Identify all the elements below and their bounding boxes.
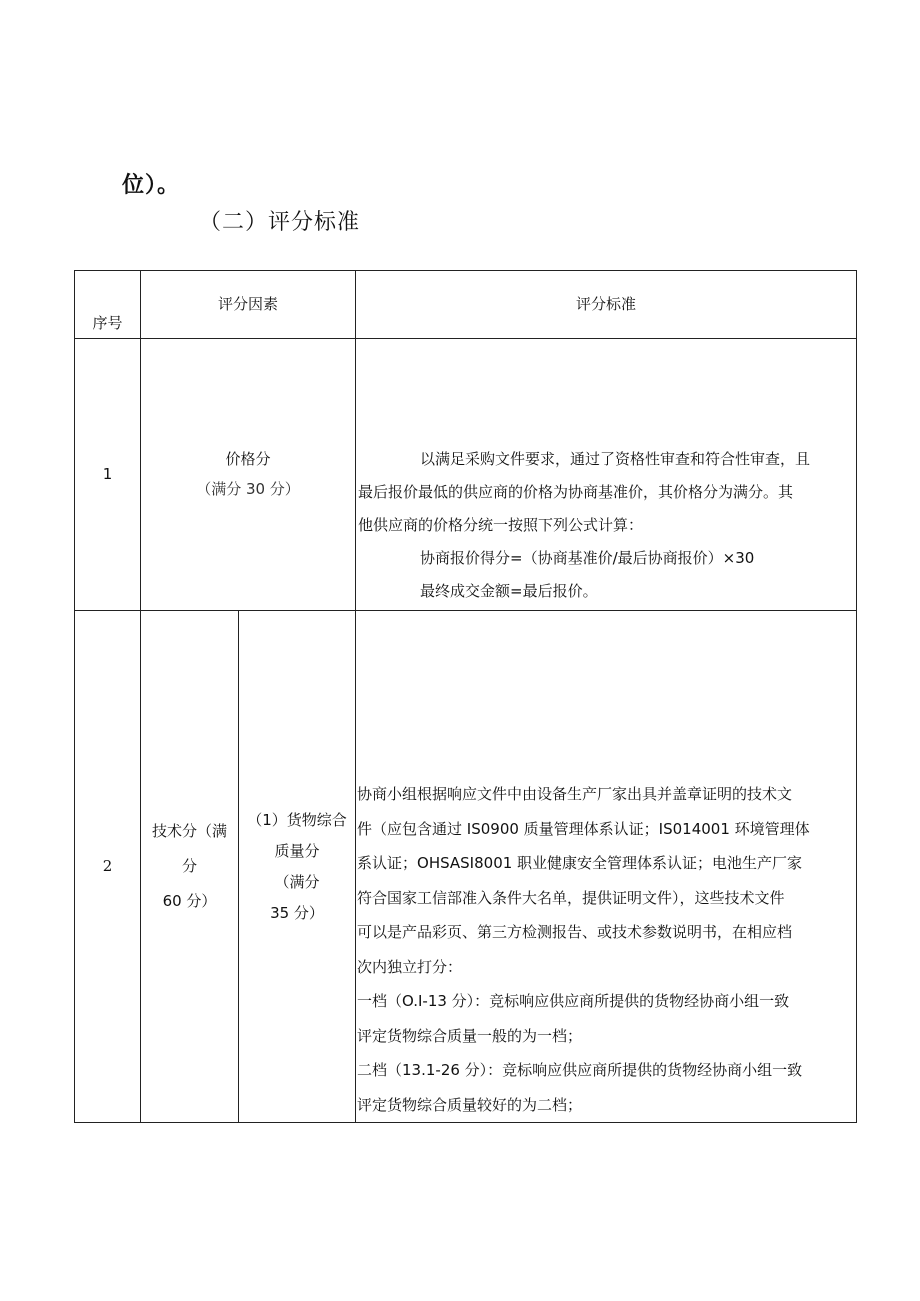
row-factor-sub bbox=[239, 611, 356, 1123]
factor-score: （满分 30 分） bbox=[196, 479, 300, 498]
standard-line: 次内独立打分： bbox=[357, 957, 463, 976]
section-title: （二）评分标准 bbox=[199, 210, 361, 235]
standard-line: 他供应商的价格分统一按照下列公式计算： bbox=[358, 516, 644, 534]
factor-line: （1）货物综合 bbox=[247, 810, 347, 829]
row-factor bbox=[141, 339, 356, 611]
standard-line: 一档（O.I-13 分）：竞标响应供应商所提供的货物经协商小组一致 bbox=[357, 992, 790, 1010]
standard-line: 件（应包含通过 IS0900 质量管理体系认证；IS014001 环境管理体 bbox=[357, 819, 810, 838]
standard-line: 二档（13.1-26 分）：竞标响应供应商所提供的货物经协商小组一致 bbox=[357, 1061, 803, 1079]
standard-line: 符合国家工信部准入条件大名单，提供证明文件），这些技术文件 bbox=[357, 888, 785, 907]
row-standard bbox=[356, 339, 857, 611]
standard-line: 系认证；OHSASI8001 职业健康安全管理体系认证；电池生产厂家 bbox=[357, 854, 803, 872]
standard-line: 协商报价得分=（协商基准价/最后协商报价）×30 bbox=[420, 549, 755, 567]
row-factor-main bbox=[141, 611, 239, 1123]
table-row bbox=[75, 611, 857, 1123]
factor-line: 35 分） bbox=[270, 903, 324, 922]
factor-line: 60 分） bbox=[162, 892, 217, 910]
standard-line: 协商小组根据响应文件中由设备生产厂家出具并盖章证明的技术文 bbox=[357, 785, 793, 803]
standard-line: 可以是产品彩页、第三方检测报告、或技术参数说明书，在相应档 bbox=[357, 923, 793, 941]
standard-line: 最后报价最低的供应商的价格为协商基准价，其价格分为满分。其 bbox=[358, 483, 794, 501]
factor-line: 质量分 bbox=[274, 841, 320, 860]
factor-line: 技术分（满 bbox=[151, 822, 227, 840]
row-standard bbox=[356, 611, 857, 1123]
standard-line: 最终成交金额=最后报价。 bbox=[420, 582, 598, 600]
row-seq: 2 bbox=[75, 611, 141, 1123]
standard-line: 评定货物综合质量较好的为二档； bbox=[357, 1095, 583, 1114]
standard-line: 评定货物综合质量一般的为一档； bbox=[357, 1026, 583, 1045]
table-row bbox=[75, 339, 857, 611]
header-seq: 序号 bbox=[75, 271, 141, 339]
intro-tail-text: 位）。 bbox=[122, 173, 181, 198]
standard-line: 以满足采购文件要求，通过了资格性审查和符合性审查，且 bbox=[420, 450, 811, 468]
factor-name: 价格分 bbox=[225, 450, 271, 469]
table-header-row bbox=[75, 271, 857, 339]
header-standard: 评分标准 bbox=[356, 271, 857, 339]
row-seq: 1 bbox=[75, 339, 141, 611]
factor-line: （满分 bbox=[274, 872, 320, 891]
scoring-table bbox=[74, 270, 857, 1123]
header-factor: 评分因素 bbox=[141, 271, 356, 339]
factor-line: 分 bbox=[181, 857, 197, 875]
